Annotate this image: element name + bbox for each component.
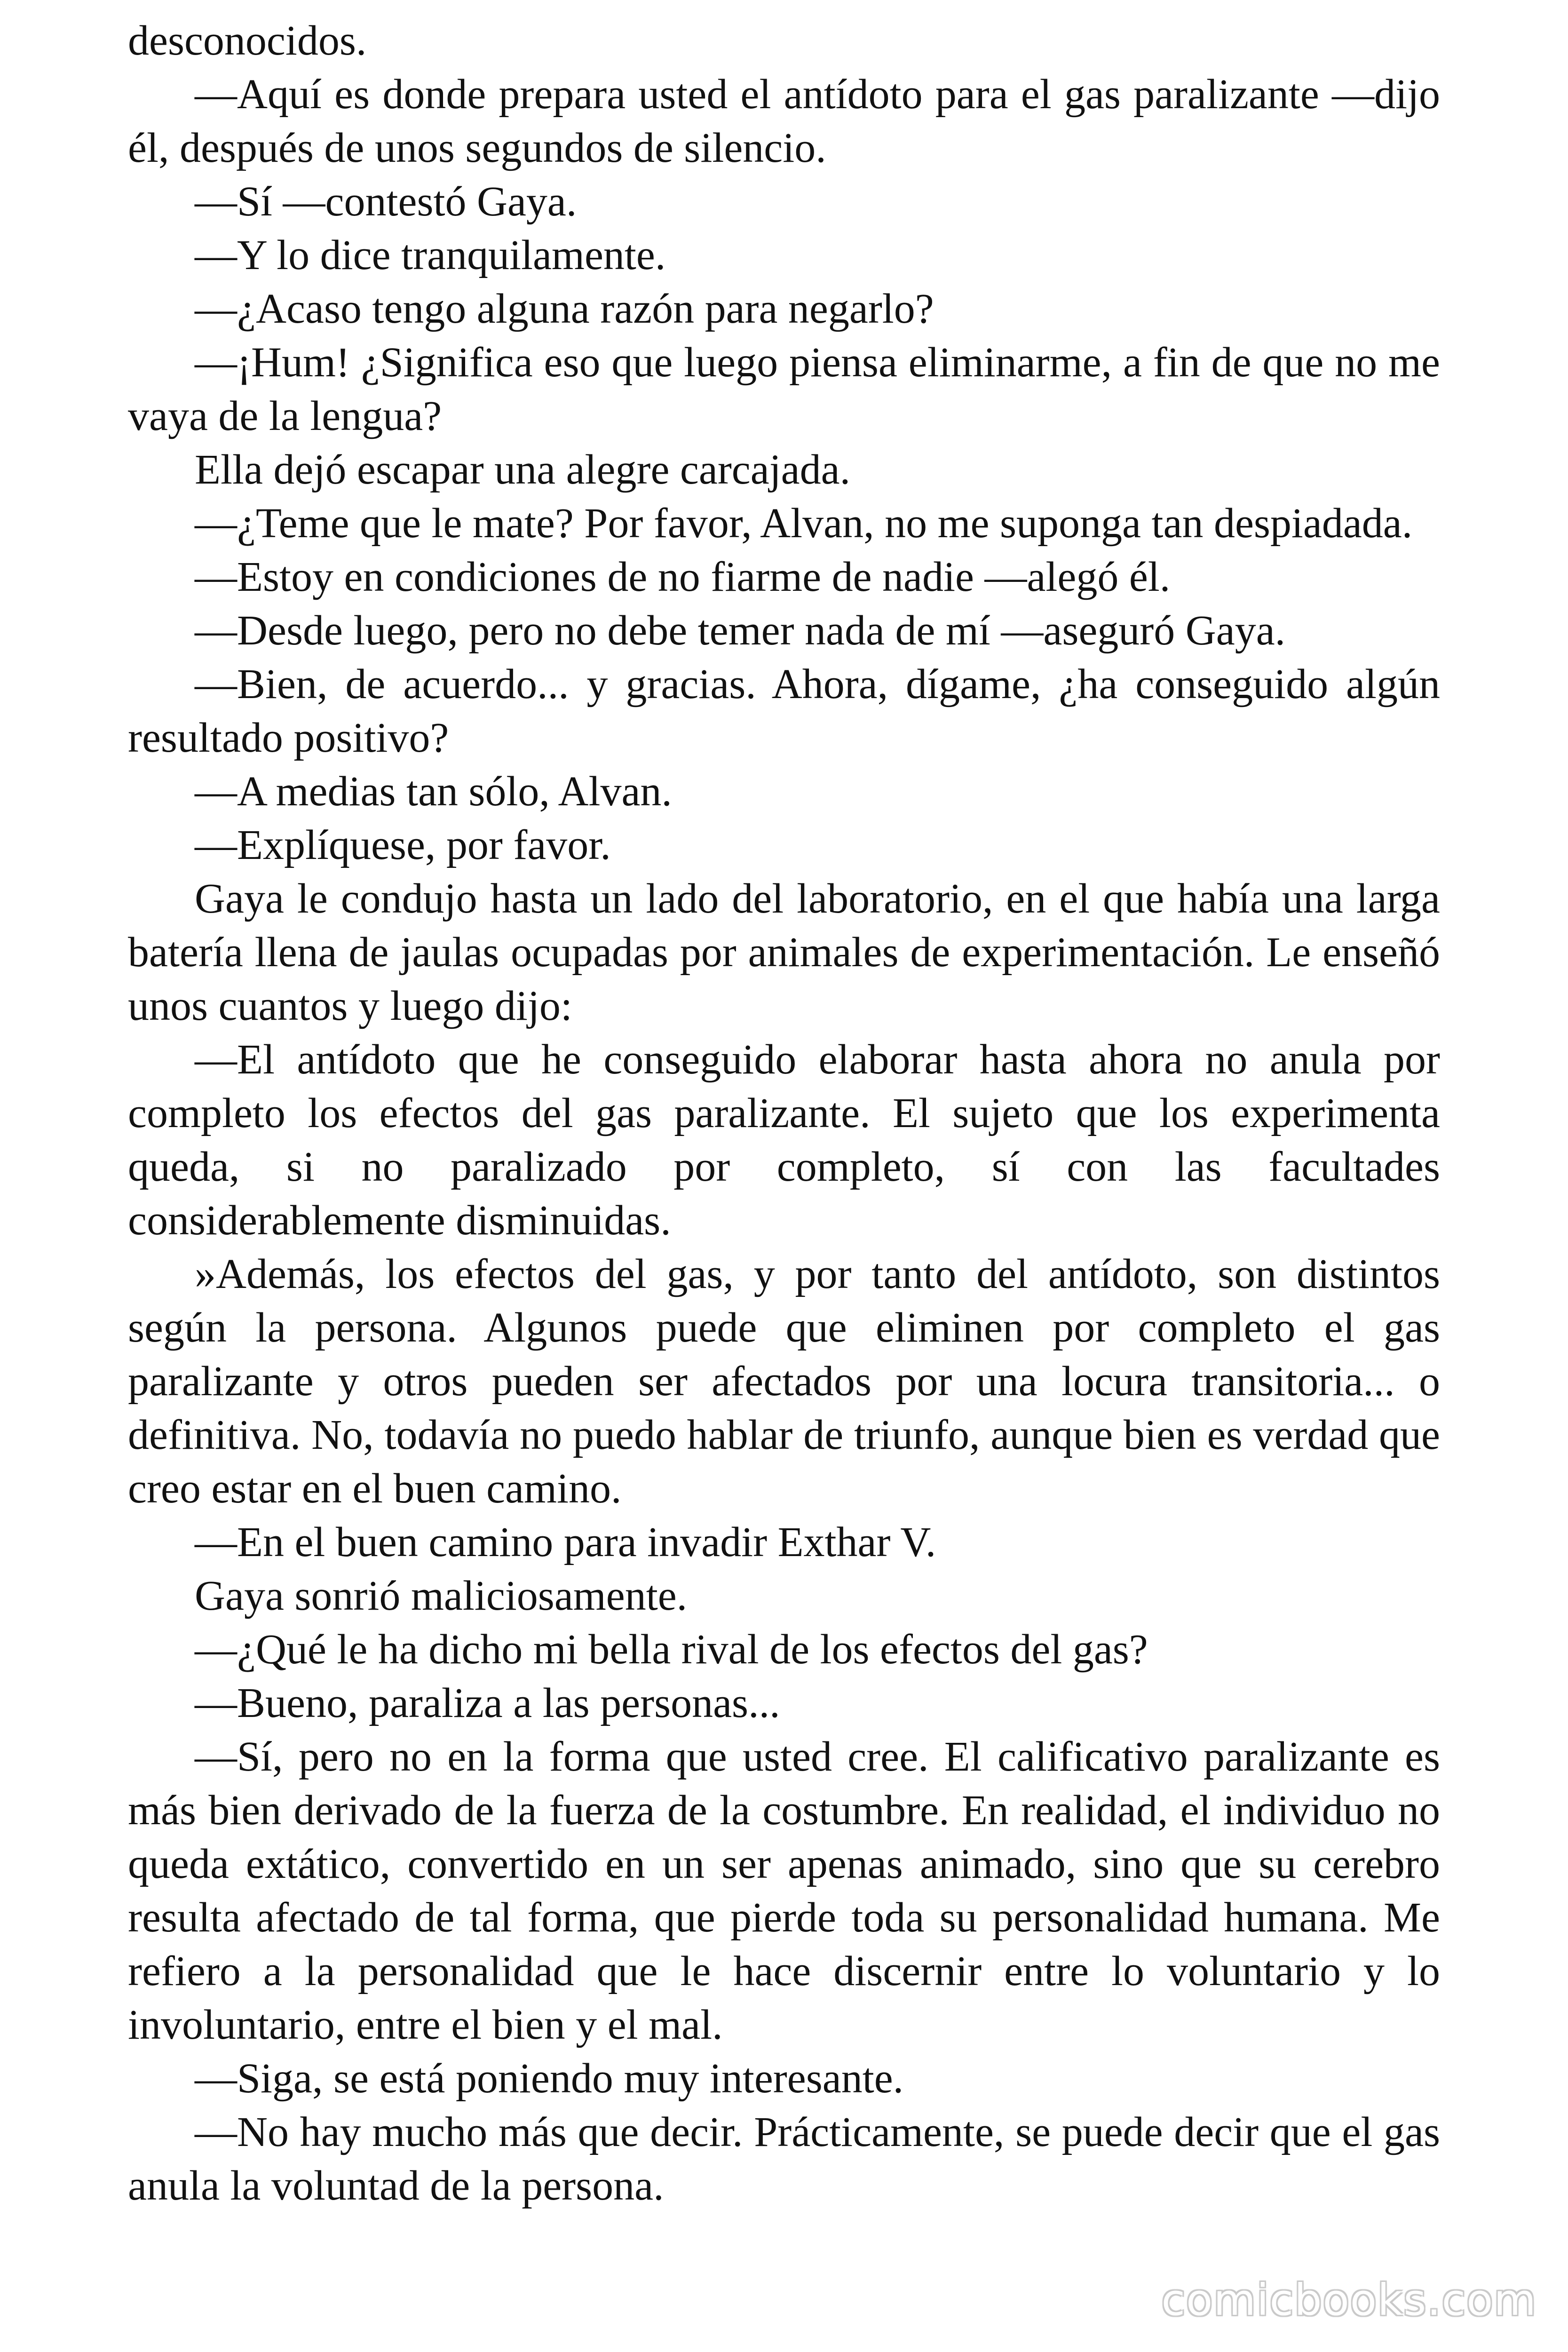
paragraph: —Bien, de acuerdo... y gracias. Ahora, dígame, ¿ha conseguido algún resultado positivo? bbox=[128, 661, 1440, 761]
paragraph: —¿Acaso tengo alguna razón para negarlo? bbox=[195, 286, 934, 332]
paragraph: —Aquí es donde prepara usted el antídoto para el gas paralizante —dijo él, después de unos segundos de silencio. bbox=[128, 71, 1440, 171]
paragraph: —En el buen camino para invadir Exthar V. bbox=[195, 1519, 936, 1565]
paragraph: —A medias tan sólo, Alvan. bbox=[195, 768, 672, 815]
paragraph: —¡Hum! ¿Significa eso que luego piensa eliminarme, a fin de que no me vaya de la lengua? bbox=[128, 339, 1440, 439]
paragraph: —Explíquese, por favor. bbox=[195, 822, 611, 868]
paragraph: Ella dejó escapar una alegre carcajada. bbox=[195, 446, 851, 493]
paragraph: »Además, los efectos del gas, y por tanto del antídoto, son distintos según la persona. Algunos puede que eliminen por completo el gas paralizante y otros pueden ser afectados por una locura transitoria... o definitiva. No, todavía no puedo hablar de triunfo, aunque bien es verdad que creo estar en el buen camino. bbox=[128, 1251, 1440, 1512]
paragraph: Gaya sonrió maliciosamente. bbox=[195, 1573, 688, 1619]
paragraph: —Y lo dice tranquilamente. bbox=[195, 232, 666, 278]
paragraph: —¿Teme que le mate? Por favor, Alvan, no me suponga tan despiadada. bbox=[195, 500, 1413, 547]
paragraph: desconocidos. bbox=[128, 17, 367, 64]
paragraph: —¿Qué le ha dicho mi bella rival de los efectos del gas? bbox=[195, 1626, 1148, 1673]
paragraph: —Estoy en condiciones de no fiarme de nadie —alegó él. bbox=[195, 554, 1171, 600]
paragraph: —El antídoto que he conseguido elaborar hasta ahora no anula por completo los efectos del gas paralizante. El sujeto que los experimenta queda, si no paralizado por completo, sí con las facultades considerablemente disminuidas. bbox=[128, 1036, 1440, 1244]
book-page-text bbox=[128, 14, 1440, 2213]
paragraph: —Sí, pero no en la forma que usted cree. El calificativo paralizante es más bien derivado de la fuerza de la costumbre. En realidad, el individuo no queda extático, convertido en un ser apenas animado, sino que su cerebro resulta afectado de tal forma, que pierde toda su personalidad humana. Me refiero a la personalidad que le hace discernir entre lo voluntario y lo involuntario, entre el bien y el mal. bbox=[128, 1733, 1440, 2048]
paragraph: —Bueno, paraliza a las personas... bbox=[195, 1680, 780, 1726]
paragraph: —Siga, se está poniendo muy interesante. bbox=[195, 2055, 904, 2102]
watermark-logo: comicbooks.com bbox=[1161, 2275, 1537, 2325]
paragraph: Gaya le condujo hasta un lado del laboratorio, en el que había una larga batería llena de jaulas ocupadas por animales de experimentación. Le enseñó unos cuantos y luego dijo: bbox=[128, 875, 1440, 1029]
paragraph: —No hay mucho más que decir. Prácticamente, se puede decir que el gas anula la voluntad de la persona. bbox=[128, 2109, 1440, 2209]
paragraph: —Desde luego, pero no debe temer nada de mí —aseguró Gaya. bbox=[195, 607, 1286, 654]
paragraph: —Sí —contestó Gaya. bbox=[195, 178, 577, 225]
